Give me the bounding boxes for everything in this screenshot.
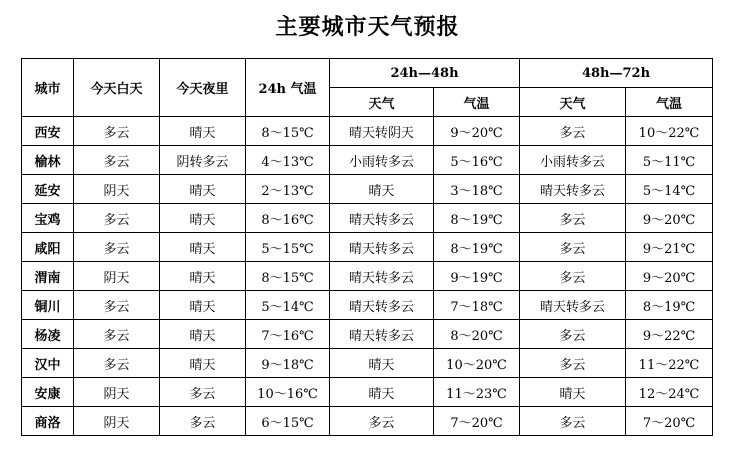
temp-72h-cell: 8～19℃ <box>626 291 713 320</box>
temp-72h-cell: 5～14℃ <box>626 175 713 204</box>
weather-72h-cell: 多云 <box>520 407 626 436</box>
today-day-cell: 阴天 <box>74 378 160 407</box>
temp-48h-cell: 7～20℃ <box>434 407 520 436</box>
today-day-cell: 阴天 <box>74 175 160 204</box>
table-row <box>22 175 713 204</box>
temp-48h-cell: 8～20℃ <box>434 320 520 349</box>
temp-24h-cell: 8～16℃ <box>246 204 330 233</box>
temp-72h-cell: 10～22℃ <box>626 117 713 146</box>
city-cell: 铜川 <box>22 291 74 320</box>
weather-48h-cell: 晴天 <box>330 175 434 204</box>
header-period-48-72: 48h—72h <box>520 59 713 88</box>
table-row <box>22 146 713 175</box>
temp-48h-cell: 10～20℃ <box>434 349 520 378</box>
today-night-cell: 晴天 <box>160 175 246 204</box>
today-night-cell: 晴天 <box>160 233 246 262</box>
header-weather-48: 天气 <box>330 88 434 117</box>
temp-72h-cell: 5～11℃ <box>626 146 713 175</box>
header-temp-48: 气温 <box>434 88 520 117</box>
temp-24h-cell: 5～15℃ <box>246 233 330 262</box>
today-day-cell: 多云 <box>74 291 160 320</box>
temp-72h-cell: 9～22℃ <box>626 320 713 349</box>
weather-72h-cell: 多云 <box>520 117 626 146</box>
weather-48h-cell: 晴天 <box>330 378 434 407</box>
header-temp-24h: 24h 气温 <box>246 59 330 117</box>
weather-72h-cell: 小雨转多云 <box>520 146 626 175</box>
temp-48h-cell: 7～18℃ <box>434 291 520 320</box>
weather-72h-cell: 晴天 <box>520 378 626 407</box>
today-day-cell: 多云 <box>74 349 160 378</box>
table-row <box>22 349 713 378</box>
temp-48h-cell: 11～23℃ <box>434 378 520 407</box>
temp-24h-cell: 9～18℃ <box>246 349 330 378</box>
temp-24h-cell: 2～13℃ <box>246 175 330 204</box>
weather-48h-cell: 晴天转多云 <box>330 291 434 320</box>
today-night-cell: 多云 <box>160 407 246 436</box>
today-day-cell: 阴天 <box>74 407 160 436</box>
temp-24h-cell: 10～16℃ <box>246 378 330 407</box>
city-cell: 西安 <box>22 117 74 146</box>
today-night-cell: 晴天 <box>160 204 246 233</box>
weather-48h-cell: 小雨转多云 <box>330 146 434 175</box>
temp-72h-cell: 7～20℃ <box>626 407 713 436</box>
temp-72h-cell: 9～20℃ <box>626 204 713 233</box>
city-cell: 渭南 <box>22 262 74 291</box>
header-today-day: 今天白天 <box>74 59 160 117</box>
weather-72h-cell: 晴天转多云 <box>520 291 626 320</box>
weather-72h-cell: 多云 <box>520 262 626 291</box>
table-row <box>22 204 713 233</box>
table-row <box>22 233 713 262</box>
temp-48h-cell: 8～19℃ <box>434 233 520 262</box>
city-cell: 榆林 <box>22 146 74 175</box>
temp-72h-cell: 9～20℃ <box>626 262 713 291</box>
table-row <box>22 117 713 146</box>
temp-24h-cell: 5～14℃ <box>246 291 330 320</box>
today-night-cell: 晴天 <box>160 349 246 378</box>
weather-48h-cell: 晴天转阴天 <box>330 117 434 146</box>
weather-72h-cell: 多云 <box>520 233 626 262</box>
forecast-rows <box>22 117 713 436</box>
today-night-cell: 晴天 <box>160 117 246 146</box>
table-row <box>22 262 713 291</box>
today-day-cell: 阴天 <box>74 262 160 291</box>
table-row <box>22 407 713 436</box>
weather-72h-cell: 多云 <box>520 349 626 378</box>
today-day-cell: 多云 <box>74 204 160 233</box>
city-cell: 宝鸡 <box>22 204 74 233</box>
temp-72h-cell: 11～22℃ <box>626 349 713 378</box>
today-day-cell: 多云 <box>74 320 160 349</box>
city-cell: 杨凌 <box>22 320 74 349</box>
today-night-cell: 晴天 <box>160 262 246 291</box>
today-night-cell: 阴转多云 <box>160 146 246 175</box>
today-day-cell: 多云 <box>74 117 160 146</box>
city-cell: 汉中 <box>22 349 74 378</box>
temp-48h-cell: 8～19℃ <box>434 204 520 233</box>
header-temp-72: 气温 <box>626 88 713 117</box>
temp-48h-cell: 5～16℃ <box>434 146 520 175</box>
temp-24h-cell: 7～16℃ <box>246 320 330 349</box>
city-cell: 咸阳 <box>22 233 74 262</box>
weather-48h-cell: 晴天转多云 <box>330 204 434 233</box>
header-today-night: 今天夜里 <box>160 59 246 117</box>
weather-48h-cell: 晴天转多云 <box>330 233 434 262</box>
table-row <box>22 320 713 349</box>
city-cell: 安康 <box>22 378 74 407</box>
header-weather-72: 天气 <box>520 88 626 117</box>
temp-24h-cell: 8～15℃ <box>246 262 330 291</box>
temp-48h-cell: 9～19℃ <box>434 262 520 291</box>
city-cell: 延安 <box>22 175 74 204</box>
today-night-cell: 晴天 <box>160 291 246 320</box>
today-day-cell: 多云 <box>74 233 160 262</box>
weather-48h-cell: 晴天转多云 <box>330 262 434 291</box>
city-cell: 商洛 <box>22 407 74 436</box>
header-period-24-48: 24h—48h <box>330 59 520 88</box>
weather-48h-cell: 多云 <box>330 407 434 436</box>
temp-48h-cell: 9～20℃ <box>434 117 520 146</box>
today-day-cell: 多云 <box>74 146 160 175</box>
header-row-1 <box>22 59 713 88</box>
today-night-cell: 多云 <box>160 378 246 407</box>
weather-72h-cell: 多云 <box>520 204 626 233</box>
weather-72h-cell: 晴天转多云 <box>520 175 626 204</box>
temp-24h-cell: 4～13℃ <box>246 146 330 175</box>
weather-48h-cell: 晴天转多云 <box>330 320 434 349</box>
temp-72h-cell: 12～24℃ <box>626 378 713 407</box>
temp-72h-cell: 9～21℃ <box>626 233 713 262</box>
forecast-table <box>21 58 713 436</box>
temp-48h-cell: 3～18℃ <box>434 175 520 204</box>
header-city: 城市 <box>22 59 74 117</box>
temp-24h-cell: 6～15℃ <box>246 407 330 436</box>
weather-48h-cell: 晴天 <box>330 349 434 378</box>
table-row <box>22 378 713 407</box>
today-night-cell: 晴天 <box>160 320 246 349</box>
page-title: 主要城市天气预报 <box>275 14 460 40</box>
table-row <box>22 291 713 320</box>
temp-24h-cell: 8～15℃ <box>246 117 330 146</box>
weather-72h-cell: 多云 <box>520 320 626 349</box>
